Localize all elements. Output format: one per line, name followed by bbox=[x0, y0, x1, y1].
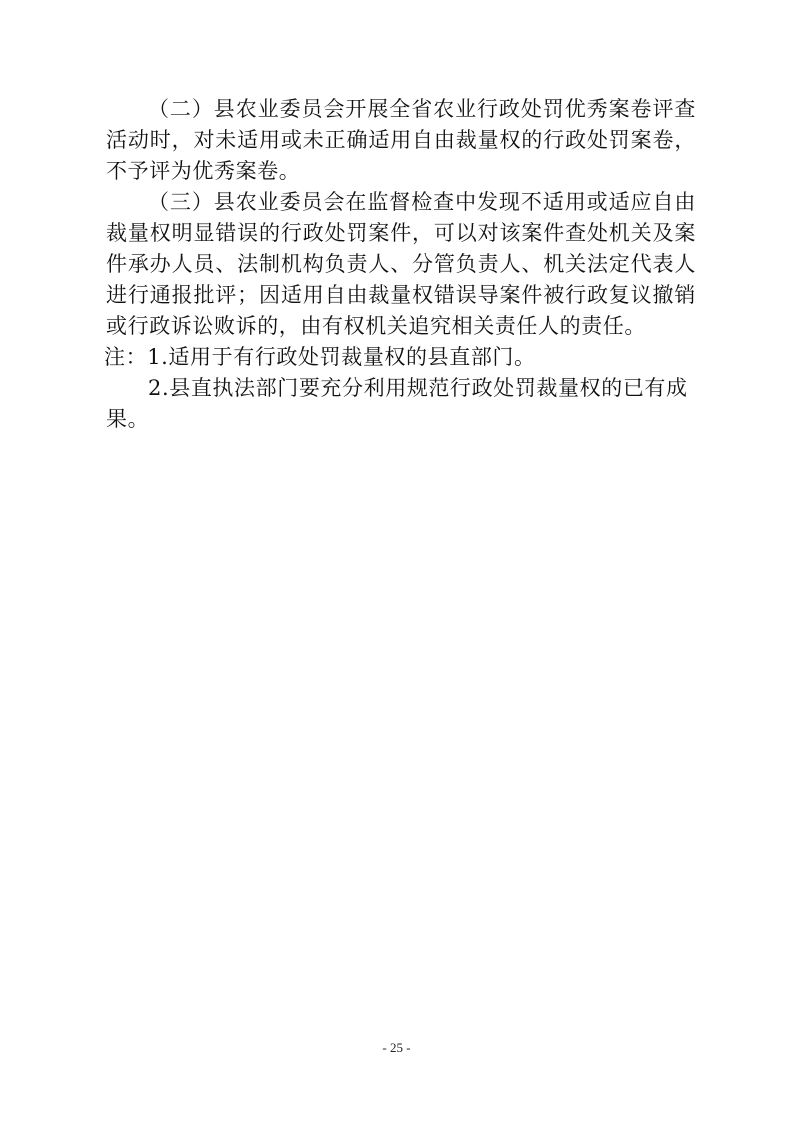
paragraph-3: （三）县农业委员会在监督检查中发现不适用或适应自由裁量权明显错误的行政处罚案件，可以对该案件查处机关及案件承办人员、法制机构负责人、分管负责人、机关法定代表人进行通报批评；因适用自由裁量权错误导案件被行政复议撤销或行政诉讼败诉的，由有权机关追究相关责任人的责任。 bbox=[106, 190, 696, 338]
document-body bbox=[106, 94, 696, 435]
page-number: - 25 - bbox=[382, 1040, 411, 1055]
note-1: 注：1.适用于有行政处罚裁量权的县直部门。 bbox=[104, 345, 536, 369]
paragraph-2: （二）县农业委员会开展全省农业行政处罚优秀案卷评查活动时，对未适用或未正确适用自由裁量权的行政处罚案卷，不予评为优秀案卷。 bbox=[106, 97, 696, 183]
note-2: 2.县直执法部门要充分利用规范行政处罚裁量权的已有成果。 bbox=[106, 376, 688, 431]
